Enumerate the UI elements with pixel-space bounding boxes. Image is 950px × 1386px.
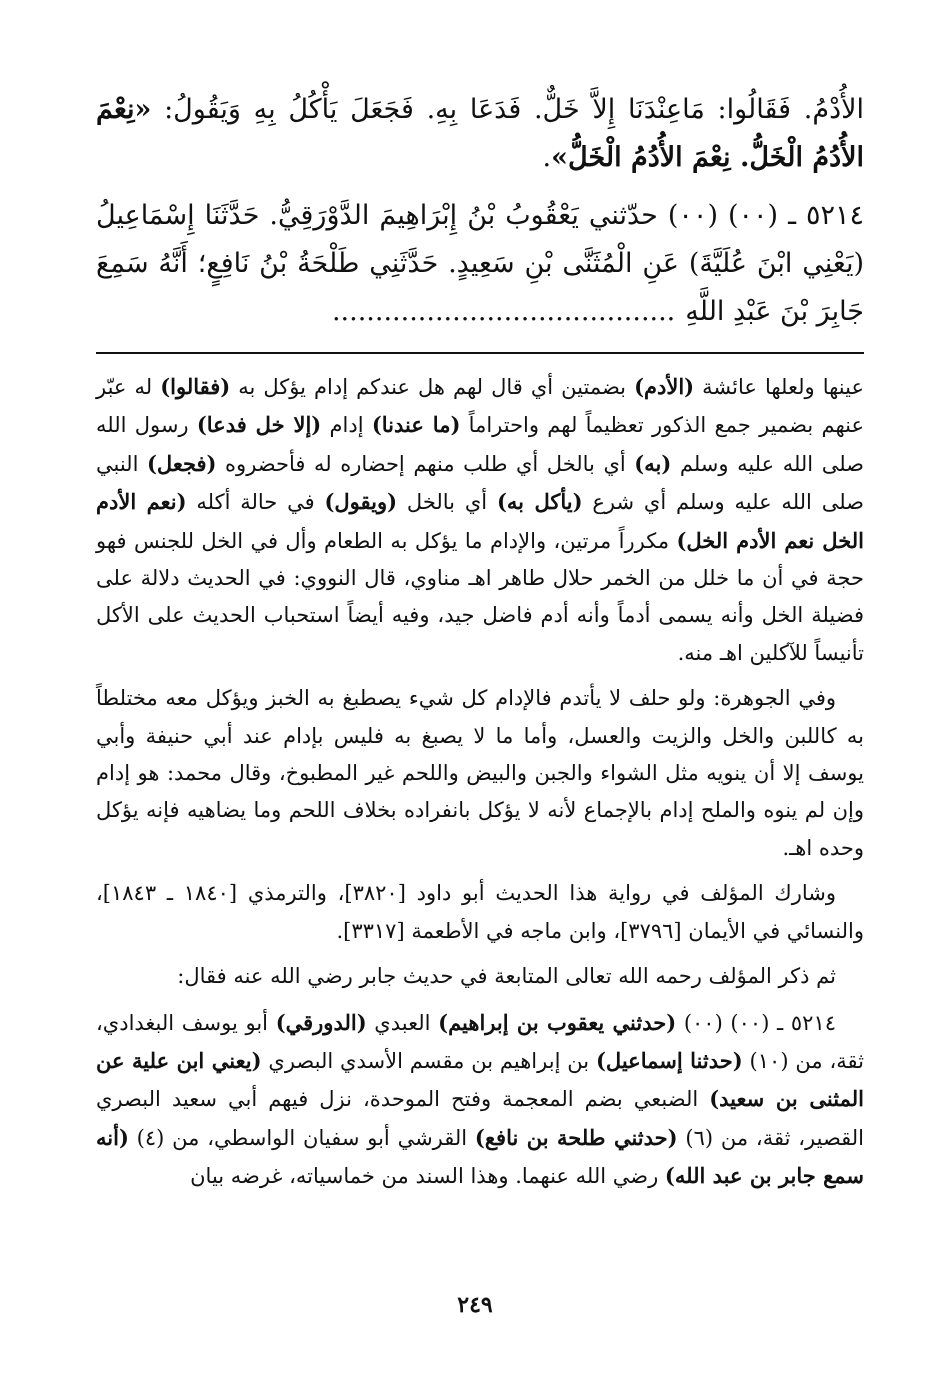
bold-lemma: (حدثني يعقوب بن إبراهيم) (438, 1009, 677, 1035)
commentary-text: عينها ولعلها عائشة (694, 375, 864, 399)
bold-lemma: (فجعل) (146, 450, 217, 476)
bold-lemma: (فقالوا) (160, 374, 231, 399)
commentary-text: أبو يوسف البغدادي، ثقة، من (١٠) (96, 1010, 864, 1073)
commentary-text: رضي الله عنهما. وهذا السند من خماسياته، غرضه بيان (190, 1164, 665, 1189)
hadith-paragraph-2 (96, 192, 864, 336)
bold-lemma: (نعم الأدم الخل نعم الأدم الخل) (96, 489, 864, 553)
bold-lemma: (يعني ابن علية عن المثنى بن سعيد) (96, 1047, 864, 1112)
hadith-paragraph-1 (96, 86, 864, 182)
prophet-quote: «نِعْمَ الأُدُمُ الْخَلُّ. نِعْمَ الأُدُمُ الْخَلُّ» (96, 94, 864, 173)
commentary-text: مكرراً مرتين، والإدام ما يؤكل به الطعام وأل في الخل للجنس فهو حجة في أن ما خلل من الخمر حلال طاهر اهـ مناوي، قال النووي: في الحديث دلالة على فضيلة الخل وأنه يسمى أدماً وأنه أدم فاضل جيد، وفيه أيضاً استحباب الحديث على الأكل تأنيساً للآكلين اهـ منه. (96, 528, 864, 665)
commentary-paragraph-5 (96, 1004, 864, 1196)
commentary-text: الضبعي بضم المعجمة وفتح الموحدة، نزل فيهم أبي سعيد البصري القصير، ثقة، من (٦) (96, 1087, 865, 1150)
commentary-text: له عبّر عنهم بضمير جمع الذكور تعظيماً لهم واحتراماً (96, 375, 865, 438)
bold-lemma: (ويقول) (324, 489, 398, 515)
commentary-paragraph-1 (96, 368, 864, 672)
commentary-text: بن إبراهيم بن مقسم الأسدي البصري (261, 1048, 596, 1073)
bold-lemma: (حدثني طلحة بن نافع) (474, 1124, 678, 1150)
commentary-text: أي بالخل أي طلب منهم إحضاره له فأحضروه (216, 451, 635, 476)
bold-lemma: (به) (634, 450, 672, 476)
bold-lemma: (يأكل به) (496, 489, 583, 515)
bold-lemma: (أنه سمع جابر بن عبد الله) (96, 1124, 864, 1189)
commentary-paragraph-4: ثم ذكر المؤلف رحمه الله تعالى المتابعة في حديث جابر رضي الله عنه فقال: (177, 964, 836, 989)
commentary-text: بضمتين أي قال لهم هل عندكم إدام يؤكل به (230, 375, 635, 399)
bold-lemma: (الدورقي) (275, 1009, 367, 1035)
commentary-paragraph-3: وشارك المؤلف في رواية هذا الحديث أبو داود [٣٨٢٠]، والترمذي [١٨٤٠ ـ ١٨٤٣]، والنسائي في الأيمان [٣٧٩٦]، وابن ماجه في الأطعمة [٣٣١٧]. (96, 881, 864, 943)
bold-lemma: (حدثنا إسماعيل) (595, 1047, 743, 1073)
commentary-text: إدام (321, 413, 372, 438)
bold-lemma: (إلا خل فدعا) (196, 412, 322, 438)
book-page (96, 86, 864, 1356)
footnote-divider (96, 352, 864, 354)
commentary-text: العبدي (366, 1010, 439, 1035)
commentary-text: رسول الله صلى الله عليه وسلم (96, 413, 864, 476)
hadith-text (96, 86, 864, 336)
bold-lemma: (الأدم) (634, 374, 695, 399)
isnad-text: ٥٢١٤ ـ (٠٠) (٠٠) حدّثني يَعْقُوبُ بْنُ إِبْرَاهِيمَ الدَّوْرَقِيُّ. حَدَّثَنَا إِسْمَاعِيلُ (يَعْنِي ابْنَ عُلَيَّةَ) عَنِ الْمُثَنَّى بْنِ سَعِيدٍ. حَدَّثَنِي طَلْحَةُ بْنُ نَافِعٍ؛ أَنَّهُ سَمِعَ جَابِرَ بْنَ عَبْدِ اللَّهِ (96, 200, 865, 327)
commentary-text: النبي صلى الله عليه وسلم أي شرع (96, 451, 864, 515)
commentary (96, 368, 864, 1196)
hadith-end-period: . (542, 142, 552, 173)
page-number: ٢٤٩ (457, 1292, 493, 1318)
commentary-text: أي بالخل (397, 490, 497, 515)
commentary-text: ٥٢١٤ ـ (٠٠) (٠٠) (676, 1010, 837, 1035)
commentary-text: القرشي أبو سفيان الواسطي، من (٤) (128, 1125, 475, 1150)
bold-lemma: (ما عندنا) (371, 412, 461, 438)
hadith-narration: الأُدْمُ. فَقَالُوا: مَاعِنْدَنَا إِلاَّ خَلٌّ. فَدَعَا بِهِ. فَجَعَلَ يَأْكُلُ بِهِ وَيَقُولُ: (151, 94, 864, 125)
commentary-paragraph-2: وفي الجوهرة: ولو حلف لا يأتدم فالإدام كل شيء يصطبغ به الخبز ويؤكل معه مختلطاً به كاللبن والخل والزيت والعسل، وأما ما لا يصبغ به فليس بإدام عند أبي حنيفة وأبي يوسف إلا أن ينويه مثل الشواء والجبن والبيض واللحم غير المطبوخ، وقال محمد: هو إدام وإن لم ينوه والملح إدام بالإجماع لأنه لا يؤكل بانفراده بخلاف اللحم وما يضاهيه فإنه يؤكل وحده اهـ. (96, 686, 864, 860)
commentary-text: في حالة أكله (186, 490, 325, 515)
continuation-dots: ........................................ (331, 296, 676, 327)
